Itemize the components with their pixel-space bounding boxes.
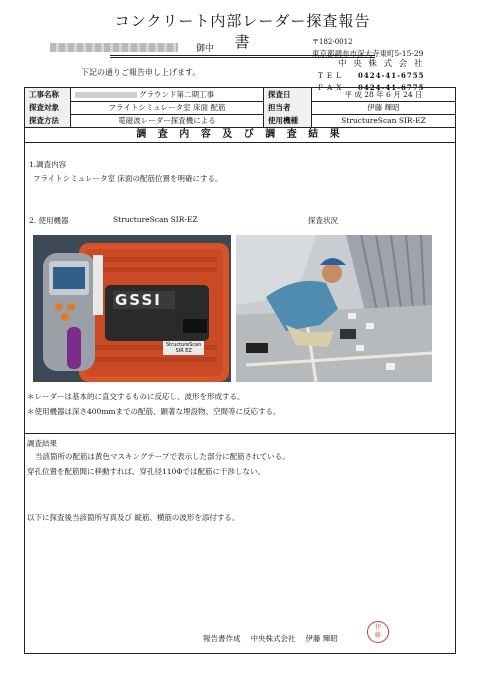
info-row-1 [25,88,455,102]
survey-photo [236,235,432,382]
addressee [50,41,214,54]
label-model: 使用機種 [264,114,312,127]
note-2: ＊使用機器は深さ400mmまでの配筋、顕著な埋設物、空間等に反応する。 [27,407,281,416]
report-title: コンクリート内部レーダー探査報告書 [110,10,375,58]
results-line-1: 当該箇所の配筋は黄色マスキングテープで表示した部分に配筋されている。 [35,452,290,461]
value-person: 伊藤 輝昭 [367,103,400,112]
value-date: 平 成 28 年 6 月 24 日 [344,90,423,99]
content-paragraph-1: フライトシミュレータ室 床面の配筋位置を明確にする。 [33,174,223,183]
value-model: StructureScan SIR-EZ [341,116,426,125]
sender-postal: 〒182-0012 [312,38,353,46]
section-divider [25,433,455,434]
value-project: グラウンド第二期工事 [71,88,264,101]
results-line-2: 穿孔位置を配筋間に移動すれば、穿孔径110Φでは配筋に干渉しない。 [27,467,265,476]
addressee-suffix: 御中 [196,44,215,54]
results-heading: 調査結果 [27,439,57,448]
intro-text: 下記の通りご報告申し上げます。 [81,68,201,77]
redacted-addressee-name [50,43,178,52]
device-name: StructureScan SIR-EZ [113,215,198,224]
seal-stamp: 伊 藤 [367,621,389,643]
label-method: 探査方法 [25,114,71,127]
signature-row [203,633,338,644]
info-row-2 [25,101,455,115]
survey-illustration [236,235,432,382]
device-photo [33,235,231,382]
label-date: 探査日 [264,88,312,101]
value-method: 電磁波レーダー探査機による [71,114,264,127]
device-brand: GSSI [115,291,162,309]
sender-tel: T E L 0424-41-6755 [318,71,425,80]
content-heading-2: 2. 使用機器 [29,216,69,225]
redacted-project-name [75,92,137,98]
device-model-label: StructureScan SIR EZ [163,341,204,355]
report-frame [24,87,456,654]
note-1: ＊レーダーは基本的に直交するものに反応し、波形を形成する。 [27,392,245,401]
signature-label: 報告書作成 [203,634,241,643]
sender-address: 東京都調布市深大寺東町5-15-29 [312,49,424,58]
value-target: フライトシミュレータ室 床面 配筋 [71,101,264,114]
sender-fax: F A X 0424-41-6775 [318,83,425,92]
section-title: 調 査 内 容 及 び 調 査 結 果 [25,127,455,143]
label-project: 工事名称 [25,88,71,101]
signature-company: 中央株式会社 [250,634,296,643]
signature-name: 伊藤 輝昭 [305,634,338,643]
sender-company: 中 央 株 式 会 社 [338,59,425,69]
label-target: 探査対象 [25,101,71,114]
results-line-3: 以下に探査後当該箇所写真及び 縦筋、横筋の波形を添付する。 [27,513,240,522]
label-person: 担当者 [264,101,312,114]
sender-block [312,37,425,94]
photo-caption: 探査状況 [308,216,338,225]
content-heading-1: 1.調査内容 [29,160,67,169]
info-row-3 [25,114,455,128]
